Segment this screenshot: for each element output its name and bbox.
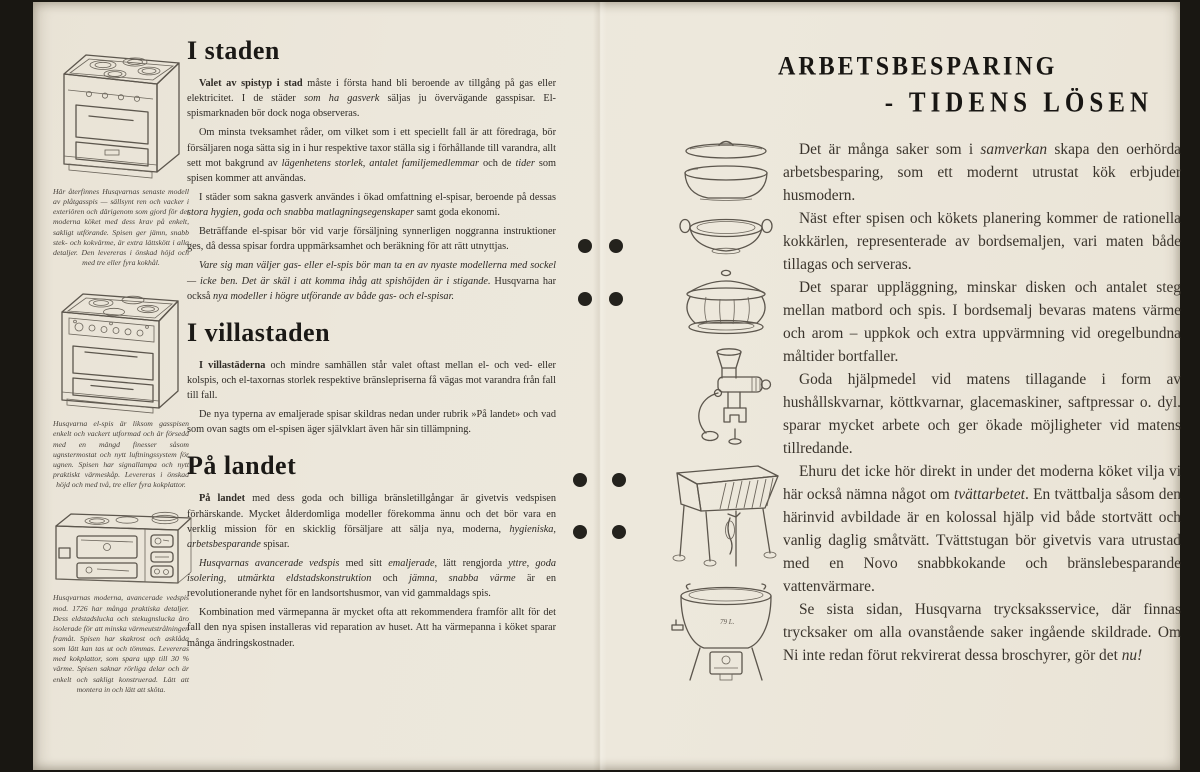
section-heading: I staden — [187, 36, 280, 65]
section — [187, 451, 556, 650]
right-illustration-rail — [666, 138, 786, 684]
punch-hole — [609, 292, 623, 306]
punch-hole — [573, 525, 587, 539]
paragraph: Goda hjälpmedel vid matens tillagande i form av hushållskvarnar, köttkvarnar, glacemaskiner, saftpressar o. dyl. sparar mycket arbete och ger ökade möjligheter vid matens tillredande. — [783, 371, 1181, 457]
right-text-column — [783, 138, 1181, 667]
electric-stove-illustration — [49, 280, 189, 414]
title-line-2: - TIDENS LÖSEN — [884, 88, 1153, 119]
paragraph: Ehuru det icke hör direkt in under det moderna köket vilja vi här också nämna något om tvättarbetet. En tvättbalja såsom den härinvid avbildade är en kolossal hjälp vid både stortvätt och vanlig daglig småtvätt. Tvättstugan bör givetvis vara utrustad med en Novo snabbkokande och bränslebesparande vattenvärmare. — [783, 463, 1181, 595]
left-illustration-rail — [45, 38, 193, 707]
section-heading: På landet — [187, 451, 297, 481]
section — [187, 318, 556, 438]
paragraph: Om minsta tveksamhet råder, om vilket som i ett speciellt fall är att föredraga, bör försäljaren noga sätta sig in i hur respektive taxor ställa sig i förhållande till varandra, allt sett mot bakgrund av lägenhetens storlek, antalet familjemedlemmar och de tider som spisen kommer att användas. — [187, 127, 556, 184]
boiler-capacity-label: 79 L. — [720, 618, 735, 626]
paragraph: Husqvarnas avancerade vedspis med sitt emaljerade, lätt rengjorda yttre, goda isolering, utmärkta eldstadskonstruktion och jämna, snabba värme är en revolutionerande nyhet för en landsortshusmor, van vid gammaldags spis. — [187, 557, 557, 600]
punch-hole — [612, 525, 626, 539]
brochure-spread — [33, 2, 1180, 770]
wood-stove-caption: Husqvarnas moderna, avancerade vedspis mod. 1726 har många praktiska detaljer. Dess eldstadslucka och stekugnslucka äro isolerade för att minska värmeutstrålningen framåt. Spisen har skakrost och asklåda som lätt kan tas ut och tömmas. Levereras med kokplattor, som spara upp till 30 % värme. Spisen saknar rörliga delar och är enkelt och sakligt konstruerad. Lätt att montera in och lätt att sköta. — [53, 593, 189, 694]
paragraph: Det sparar uppläggning, minskar disken och antalet steg mellan matbord och spis. I bordsemalj bevaras matens värme och arom – uppkok och extra uppvärmning vid oregelbundna måltider bortfaller. — [783, 279, 1181, 365]
meat-grinder-icon — [678, 346, 774, 448]
right-page-title — [778, 52, 1153, 119]
left-main-column — [187, 36, 556, 655]
paragraph: I villastäderna och mindre samhällen står valet oftast mellan el- och ved- eller kolspis, och el-taxornas storlek respektive bränslepriserna få vägas mot varandra från fall till fall. — [187, 359, 556, 401]
section — [187, 36, 556, 304]
paragraph: Vare sig man väljer gas- eller el-spis bör man ta en av nyaste modellerna med sockel — icke ben. Det är skäl i att komma ihåg att spishöjden är i stigande. Husqvarna har också nya modeller i högre utförande av både gas- och el-spisar. — [187, 260, 556, 302]
punch-hole — [578, 239, 592, 253]
wash-bench-icon — [668, 456, 784, 574]
punch-hole — [573, 473, 587, 487]
gas-stove-illustration — [49, 38, 189, 182]
handled-bowl-icon — [676, 214, 776, 258]
wood-stove-illustration — [45, 502, 195, 588]
paragraph: Valet av spistyp i stad måste i första hand bli beroende av tillgång på gas eller elektricitet. I de städer som ha gasverk säljas ju övervägande gasspisar. El-spismarknaden bör dock noga observeras. — [187, 78, 557, 120]
paragraph: Se sista sidan, Husqvarna trycksaksservice, där finnas trycksaker om alla ovanstående saker ingående skildrade. Om Ni inte redan förut rekvirerat dessa broschyrer, gör det nu! — [783, 601, 1181, 664]
paragraph: Kombination med värmepanna är mycket ofta att rekommendera framför allt för det fall den nya spisen installeras vid reparation av huset. Att ha värmepanna i köket sparar många ändringskostnader. — [187, 607, 556, 649]
punch-hole — [609, 239, 623, 253]
center-fold — [593, 2, 607, 770]
punch-hole — [578, 292, 592, 306]
paragraph: De nya typerna av emaljerade spisar skildras nedan under rubrik »På landet» och vad som ovan sagts om el-spisen äger självklart även här sin tillämpning. — [187, 409, 556, 436]
paragraph: På landet med dess goda och billiga bränsletillgångar är givetvis vedspisen förhärskande. Mycket ålderdomliga modeller förekomma ännu och det bör vara en verklig mission för en skicklig försäljare att sälja nya, moderna, hygieniska, arbetsbesparande spisar. — [187, 493, 556, 550]
punch-hole — [612, 473, 626, 487]
covered-tureen-icon — [673, 266, 779, 338]
paragraph: I städer som sakna gasverk användes i ökad omfattning el-spisar, beroende på dessas stora hygien, goda och snabba matlagningsegenskaper samt goda ekonomi. — [187, 191, 556, 218]
section-heading: I villastaden — [187, 317, 331, 347]
gas-stove-caption: Här återfinnes Husqvarnas senaste modell av plåtgasspis — sällsynt ren och vacker i exteriören och därigenom som gjord för det moderna köket med dess krav på enkelt, sakligt utförande. Spisen ger jämn, snabb stek- och kokvärme, är extra lättskött i alla detaljer. Den levereras i önskad höjd och med tre eller fyra kokhål. — [53, 187, 189, 268]
water-heater-icon — [670, 582, 782, 684]
paragraph: Beträffande el-spisar bör vid varje försäljning synnerligen noggranna instruktioner ges, då dessa spisar fordra uppmärksamhet och beräkning för att rätt utnyttjas. — [187, 226, 556, 253]
electric-stove-caption: Husqvarna el-spis är liksom gasspisen enkelt och vackert utformad och är försedd med en mängd finesser såsom ugnstermostat och nytt luftningssystem för ugnen. Spisen har signallampa och nytt praktiskt värmeskåp. Levereras i önskad höjd och med två, tre eller fyra kokplattor. — [53, 419, 189, 490]
title-line-1: ARBETSBESPARING — [778, 52, 1058, 82]
saucepan-lid-and-oval-dish-icon — [674, 138, 778, 204]
paragraph: Näst efter spisen och kökets planering kommer de rationella kokkärlen, representerade av bordsemaljen, vari maten både tillagas och serveras. — [783, 210, 1181, 273]
paragraph: Det är många saker som i samverkan skapa den oerhörda arbetsbesparing, som ett modernt utrustat kök erbjuder husmodern. — [783, 141, 1181, 204]
